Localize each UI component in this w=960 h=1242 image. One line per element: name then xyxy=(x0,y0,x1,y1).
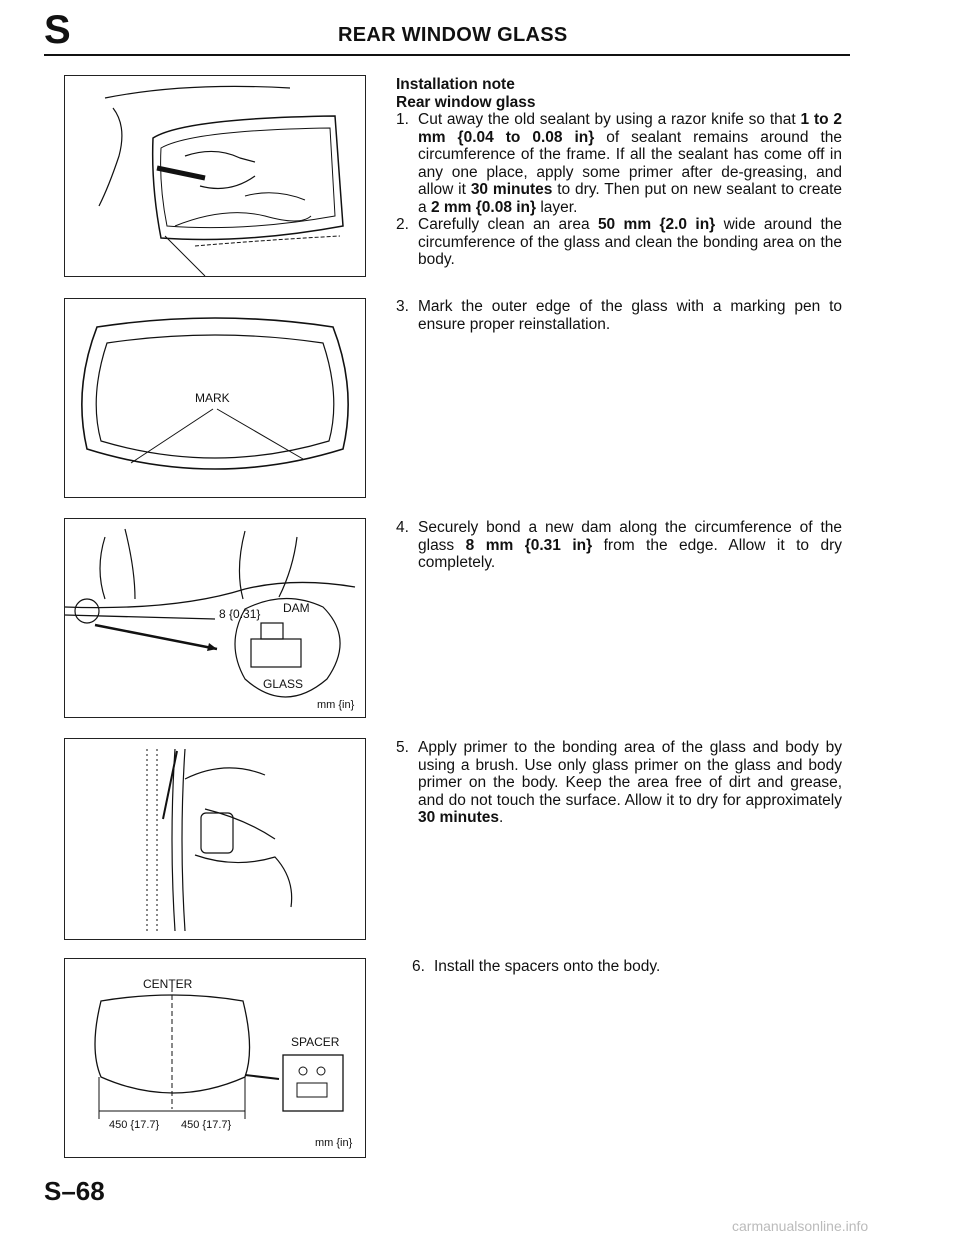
step-spec: 8 mm {0.31 in} xyxy=(465,536,593,554)
step-number: 6. xyxy=(412,958,425,975)
dam-illustration xyxy=(65,519,365,717)
step-text: of sealant remains around the circumference of the frame. If all the sealant has come off in any one place, apply some primer after de-greasing, and allow it xyxy=(418,128,843,198)
step-4-block xyxy=(396,519,842,572)
step-6-block xyxy=(412,958,842,976)
step-number: 2. xyxy=(396,216,409,233)
step-6 xyxy=(412,958,842,976)
unit-label: mm {in} xyxy=(315,1137,353,1149)
step-4 xyxy=(396,519,842,572)
step-text: to dry. Then put on new sealant to create a xyxy=(418,181,842,216)
header-rule xyxy=(44,54,850,56)
page-number: S–68 xyxy=(44,1176,105,1206)
step-text: layer. xyxy=(536,198,578,216)
step-text: Install the spacers onto the body. xyxy=(434,958,661,975)
rear-window-glass-heading: Rear window glass xyxy=(396,93,536,111)
step-number: 3. xyxy=(396,298,409,315)
watermark: carmanualsonline.info xyxy=(732,1218,869,1234)
step-5 xyxy=(396,739,842,827)
primer-illustration xyxy=(65,739,365,939)
step-5-block xyxy=(396,739,842,827)
step-text: Mark the outer edge of the glass with a marking pen to ensure proper reinstallation. xyxy=(418,298,842,333)
step-text: wide around the circumference of the glass and clean the bonding area on the body. xyxy=(418,216,842,268)
step-number: 1. xyxy=(396,111,409,128)
step-text: Apply primer to the bonding area of the glass and body by using a brush. Use only glass primer on the glass and body primer on the body. Keep the area free of dirt and grease, and do not touch the surface. Allow it to dry for approximately xyxy=(418,739,842,809)
figure-dam xyxy=(64,518,366,718)
step-spec: 1 to 2 mm {0.04 to 0.08 in} xyxy=(418,111,842,146)
unit-label: mm {in} xyxy=(317,699,355,711)
steps-1-2 xyxy=(396,76,842,269)
installation-note-heading: Installation note xyxy=(396,76,515,93)
dimension-label: 8 {0.31} xyxy=(219,607,261,621)
dam-label: DAM xyxy=(283,601,310,615)
step-3 xyxy=(396,298,842,333)
figure-cut-sealant xyxy=(64,75,366,277)
step-text: from the edge. Allow it to dry completely. xyxy=(418,536,843,571)
figure-mark-glass xyxy=(64,298,366,498)
mark-label: MARK xyxy=(195,391,230,405)
center-label: CENTER xyxy=(143,977,193,991)
section-letter: S xyxy=(44,8,71,52)
dimension-left-label: 450 {17.7} xyxy=(109,1119,160,1131)
step-spec: 50 mm {2.0 in} xyxy=(597,216,716,233)
step-2 xyxy=(396,216,842,269)
spacer-label: SPACER xyxy=(291,1035,340,1049)
step-text: Cut away the old sealant by using a razor knife so that xyxy=(418,111,801,128)
step-text: . xyxy=(498,809,504,826)
figure-primer xyxy=(64,738,366,940)
dimension-right-label: 450 {17.7} xyxy=(181,1119,232,1131)
step-spec: 30 minutes xyxy=(470,181,553,198)
step-number: 4. xyxy=(396,519,409,536)
step-3-block xyxy=(396,298,842,333)
figure-spacers xyxy=(64,958,366,1158)
step-number: 5. xyxy=(396,739,409,756)
step-text: Securely bond a new dam along the circumference of the glass xyxy=(418,519,842,554)
step-1 xyxy=(396,111,842,216)
glass-label: GLASS xyxy=(263,677,304,691)
cut-sealant-illustration xyxy=(65,76,365,276)
step-text: Carefully clean an area xyxy=(418,216,598,233)
step-spec: 2 mm {0.08 in} xyxy=(430,198,537,216)
step-spec: 30 minutes xyxy=(418,809,499,826)
page-title: REAR WINDOW GLASS xyxy=(338,24,568,46)
